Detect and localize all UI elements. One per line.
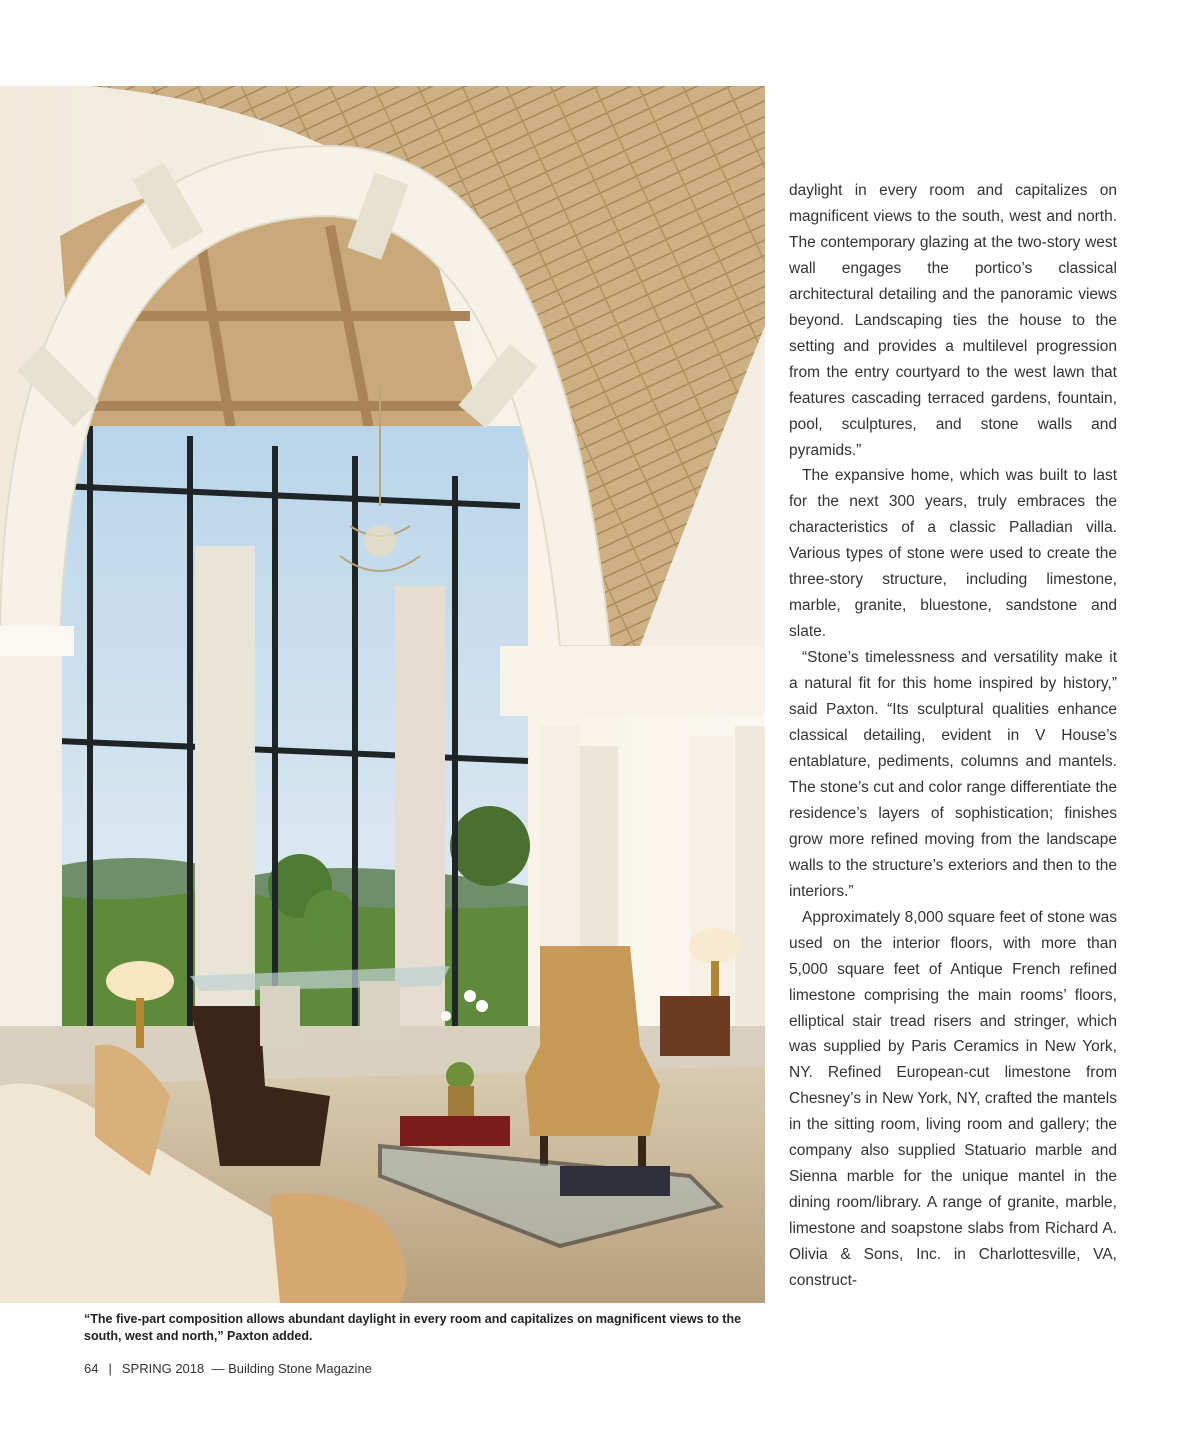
page-footer [84,1361,372,1376]
photo-caption: “The five-part composition allows abundant daylight in every room and capitalizes on magnificent views to the south, west and north,” Paxton added. [84,1312,742,1343]
issue-label: SPRING 2018 [121,1361,205,1376]
article-paragraph-3: “Stone’s timelessness and versatility make it a natural fit for this home inspired by history,” said Paxton. “Its sculptural qualities enhance classical detailing, evident in V House’s entablature, pediments, columns and mantels. The stone’s cut and color range differentiate the residence’s layers of sophistication; finishes grow more refined moving from the landscape walls to the structure’s exteriors and then to the interiors.” [789,649,1117,900]
article-column [789,178,1117,1294]
article-paragraph-4: Approximately 8,000 square feet of stone was used on the interior floors, with more than 5,000 square feet of Antique French refined limestone comprising the main rooms’ floors, elliptical stair tread risers and stringer, which was supplied by Paris Ceramics in New York, NY. Refined European-cut limestone from Chesney’s in New York, NY, crafted the mantels in the sitting room, living room and gallery; the company also supplied Statuario marble and Sienna marble for the unique mantel in the dining room/library. A range of granite, marble, limestone and soapstone slabs from Richard A. Olivia & Sons, Inc. in Charlottesville, VA, construct- [789,908,1117,1290]
article-paragraph-1: daylight in every room and capitalizes on magnificent views to the south, west and north. The contemporary glazing at the two-story west wall engages the portico’s classical architectural detailing and the panoramic views beyond. Landscaping ties the house to the setting and provides a multilevel progression from the entry courtyard to the west lawn that features cascading terraced gardens, fountain, pool, sculptures, and stone walls and pyramids.” [789,182,1117,459]
interior-photo [0,86,765,1303]
publication-name: — Building Stone Magazine [211,1361,372,1376]
article-paragraph-2: The expansive home, which was built to last for the next 300 years, truly embraces the characteristics of a classic Palladian villa. Various types of stone were used to create the three-story structure, including limestone, marble, granite, bluestone, sandstone and slate. [789,467,1117,641]
footer-separator: | [108,1361,112,1376]
page-number: 64 [84,1361,99,1376]
interior-illustration [0,86,765,1303]
